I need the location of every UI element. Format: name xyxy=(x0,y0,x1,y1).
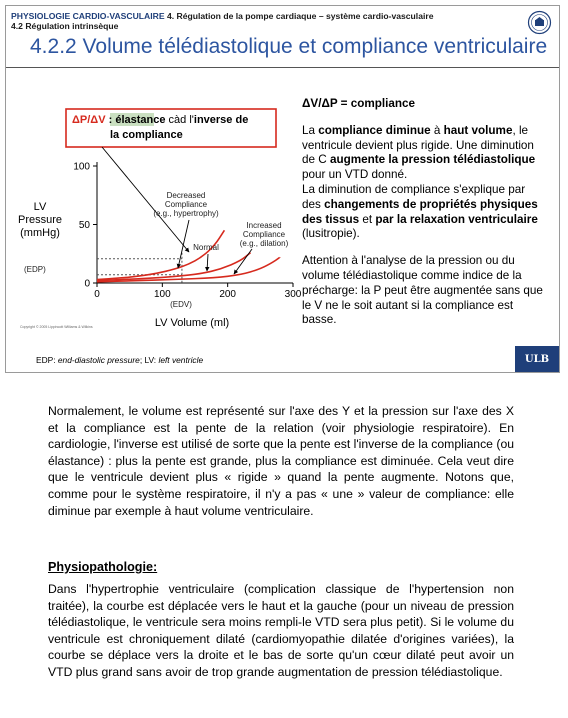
y-axis-label-line-2: Pressure xyxy=(17,214,63,226)
increased-compliance-label-1: Increased xyxy=(246,221,282,230)
lecture-slide xyxy=(5,5,560,373)
x-tick-label: 300 xyxy=(284,289,302,300)
decreased-compliance-label-2: Compliance xyxy=(164,200,208,209)
subsection-title: 4.2 Régulation intrinsèque xyxy=(11,21,119,31)
decreased-compliance-label-1: Decreased xyxy=(166,191,206,200)
increased-compliance-label-2: Compliance xyxy=(242,230,286,239)
callout-line-2: la compliance xyxy=(110,129,183,141)
paragraph-physiopathology: Dans l'hypertrophie ventriculaire (complication classique de l'hypertension non traitée), la courbe est déplacée vers le haut et la gauche (pour un niveau de pression télédiastolique, le ventricule sera moins rempli-le VTD sera plus petit). Si le volume du ventricule est chroniquement dilaté (cardiomyopathie dilatée d'origines variées), la courbe se déplace vers la droite et le bas de sorte qu'un cœur dilaté peut avoir un VTD plus grand sans avoir de trop grande augmentation de pression télédiastolique. xyxy=(48,582,514,679)
p2-segment: (lusitropie). xyxy=(302,227,360,241)
y-tick-label: 50 xyxy=(78,220,90,231)
increased-compliance-label-3: (e.g., dilation) xyxy=(239,239,289,248)
p1-segment: pour un VTD donné. xyxy=(302,168,408,182)
p2-segment: La diminution de compliance s'explique par des xyxy=(302,182,526,211)
y-tick-label: 0 xyxy=(84,278,90,290)
university-seal-icon xyxy=(527,9,552,36)
slide-title: 4.2.2 Volume télédiastolique et compliance ventriculaire xyxy=(30,35,548,58)
y-axis-label-line-1: LV xyxy=(33,201,47,213)
p1-segment: , le ventricule devient plus rigide. Une diminution de C xyxy=(302,123,534,167)
p1-segment: haut volume xyxy=(443,123,513,137)
copyright-note: Copyright © 2005 Lippincott Williams & Wilkins xyxy=(20,325,93,329)
pressure-volume-chart xyxy=(6,6,302,346)
y-axis-label-line-3: (mmHg) xyxy=(20,227,60,239)
x-tick-label: 0 xyxy=(94,289,100,300)
course-title: PHYSIOLOGIE CARDIO-VASCULAIRE xyxy=(11,11,165,21)
paragraph-normal-volume: Normalement, le volume est représenté sur l'axe des Y et la pression sur l'axe des X et la compliance est la pente de la relation (voir physiologie respiratoire). En cardiologie, l'inverse est utilisé de sorte que la pente est l'inverse de la compliance (ou élastance) : plus la pente est grande, plus la compliance est diminuée. Cela veut dire que le ventricule devient plus « rigide » quand la pente augmente. Notons que, comme pour le système respiratoire, il n'y a pas « une » valeur de compliance: elle diminue par exemple à haut volume ventriculaire. xyxy=(48,404,514,518)
x-axis-label: LV Volume (ml) xyxy=(154,317,230,329)
compliance-paragraph-1 xyxy=(302,124,544,183)
x-tick-label: 100 xyxy=(153,289,171,300)
chapter-title: 4. Régulation de la pompe cardiaque – système cardio-vasculaire xyxy=(164,11,434,21)
edp-label: (EDP) xyxy=(24,265,46,274)
normal-arrow xyxy=(207,254,208,271)
slide-footnote: EDP: end-diastolic pressure; LV: left ventricle xyxy=(36,355,204,365)
x-tick-label: 200 xyxy=(219,289,237,300)
decreased-compliance-label-3: (e.g., hypertrophy) xyxy=(153,209,219,218)
y-tick-label: 100 xyxy=(73,161,90,173)
p2-segment: par la relaxation ventriculaire xyxy=(375,212,538,226)
compliance-heading: ΔV/ΔP = compliance xyxy=(302,97,416,110)
callout-line-1: ΔP/ΔV : élastance càd l'inverse de xyxy=(72,114,249,126)
section-title-physiopathology: Physiopathologie: xyxy=(48,560,158,574)
p1-segment: augmente la pression télédiastolique xyxy=(329,153,536,167)
normal-label: Normal xyxy=(193,243,219,252)
p1-segment: à xyxy=(430,123,444,137)
p2-segment: et xyxy=(359,212,376,226)
right-column-text xyxy=(302,97,544,328)
edv-label: (EDV) xyxy=(170,300,192,309)
decreased-compliance-arrow xyxy=(178,220,189,268)
p1-segment: La xyxy=(302,123,319,137)
compliance-paragraph-3: Attention à l'analyse de la pression ou du volume télédiastolique comme indice de la précharge: la P peut être augmentée sans que le V ne le soit autant si la compliance est basse. xyxy=(302,254,543,327)
compliance-paragraph-2 xyxy=(302,183,544,242)
ulb-badge: ULB xyxy=(515,346,559,372)
p2-segment: changements de propriétés physiques des tissus xyxy=(302,197,538,226)
p1-segment: compliance diminue xyxy=(318,123,431,137)
